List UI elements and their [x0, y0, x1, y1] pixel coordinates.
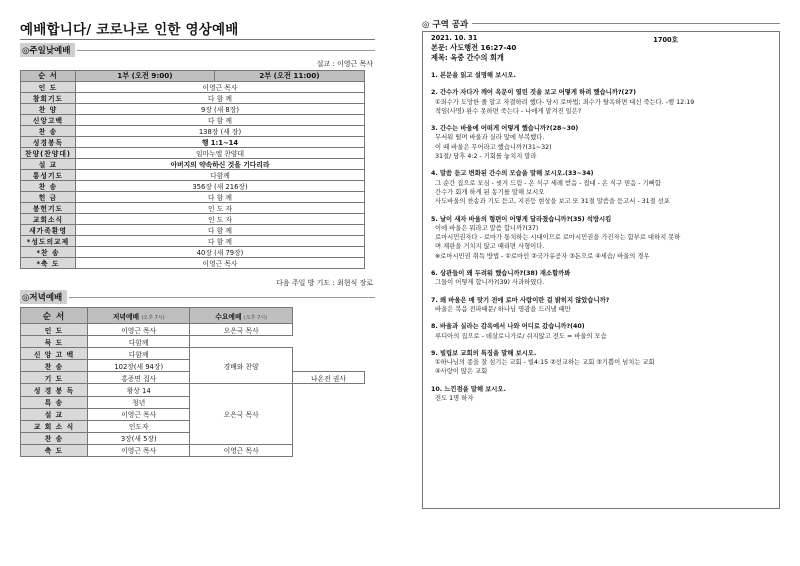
order-value: 9장 (새 8장) [76, 104, 365, 115]
answer-text: ④사랑이 많은 교회 [435, 368, 488, 376]
order-label: 찬 송 [21, 181, 76, 192]
order-value: 다 함 께 [76, 236, 365, 247]
order-value: 다 함 께 [76, 93, 365, 104]
table-row [21, 137, 365, 148]
header-order: 순 서 [21, 71, 76, 82]
order-value: 다함께 [76, 170, 365, 181]
table-row [21, 126, 365, 137]
question-item [431, 269, 773, 288]
evening-value: 인도자 [88, 420, 190, 432]
order-label: 신앙고백 [21, 115, 76, 126]
table-row [21, 214, 365, 225]
wednesday-value: 오은국 목사 [190, 324, 292, 336]
header-second-service: 2부 (오전 11:00) [214, 71, 364, 82]
order-label: 교 회 소 식 [21, 420, 88, 432]
lesson-date: 2021. 10. 31 [431, 34, 478, 42]
table-header-row [21, 71, 365, 82]
question-text: 7. 왜 바울은 매 맞기 전에 로마 사람이란 걸 밝히지 않았습니까? [431, 296, 610, 304]
answer-text: 이에 바울은 뭐라고 말씀 합니까?(37) [435, 224, 539, 232]
order-value: 다 함 께 [76, 192, 365, 203]
question-item [431, 322, 773, 341]
wednesday-value: 경배와 찬양 [190, 348, 292, 384]
order-label: 찬 양 [21, 104, 76, 115]
order-label: 신 앙 고 백 [21, 348, 88, 360]
table-row [21, 247, 365, 258]
order-label: 설 교 [21, 408, 88, 420]
question-text: 5. 날이 새자 바울의 형편이 어떻게 달라졌습니까?(35) 석방시킴 [431, 215, 612, 223]
divider [77, 50, 375, 51]
answer-text: 31절/ 담후 4:2 - 기회를 놓치지 말라 [435, 153, 537, 161]
order-label: 인 도 [21, 82, 76, 93]
order-value: 다 함 께 [76, 115, 365, 126]
table-row [21, 104, 365, 115]
order-value: 아버지의 약속하신 것을 기다리라 [76, 159, 365, 170]
date-row [431, 34, 773, 43]
header-evening-service [88, 308, 190, 324]
order-label: 교회소식 [21, 214, 76, 225]
morning-service-label: ◎주일낮예배 [20, 43, 75, 57]
question-text: 4. 말씀 듣고 변화된 간수의 모습을 말해 보시오.(33~34) [431, 170, 594, 178]
evening-value: 홍증면 집사 [88, 372, 190, 384]
answer-text: 간수가 회개 하게 된 동기를 말해 보시오 [435, 188, 545, 196]
wednesday-title: 수요예배 [215, 312, 242, 321]
order-label: 인 도 [21, 324, 88, 336]
order-label: 봉헌기도 [21, 203, 76, 214]
order-label: *성도의교제 [21, 236, 76, 247]
header-wednesday-service [190, 308, 292, 324]
table-row [21, 192, 365, 203]
order-label: 참회기도 [21, 93, 76, 104]
table-row [21, 336, 365, 348]
question-item [431, 296, 773, 315]
wednesday-value: 나온전 권사 [292, 372, 364, 384]
evening-service-label: ◎저녁예배 [20, 290, 67, 304]
order-label: 축 도 [21, 444, 88, 456]
answer-text: 사도바울의 찬송과 기도 듣고, 지진등 현상을 보고 또 31절 말씀을 듣고서 - 31절 선포 [435, 198, 670, 206]
evening-time: (오후 7시) [141, 314, 165, 321]
wednesday-time: (오후 7시) [243, 314, 268, 321]
divider [69, 297, 375, 298]
evening-service-header [20, 291, 375, 303]
evening-value: 이영근 목사 [88, 324, 190, 336]
evening-value: 청년 [88, 396, 190, 408]
order-label: 성 경 봉 독 [21, 384, 88, 396]
header-first-service: 1부 (오전 9:00) [76, 71, 215, 82]
order-label: *축 도 [21, 258, 76, 269]
order-value: 138장 (새 장) [76, 126, 365, 137]
answer-text: ①하나님의 종을 잘 섬기는 교회 - 빌4:15 ②선교하는 교회 ③기쁨이 넘치는 교회 [435, 359, 655, 367]
answer-text: 며 재판을 거치지 않고 때리면 사형이다. [435, 243, 545, 251]
order-label: 특 송 [21, 396, 88, 408]
preacher-line: 설교 : 이영근 목사 [316, 60, 373, 68]
table-header-row [21, 308, 365, 324]
question-item [431, 88, 773, 116]
evening-value: 다함께 [88, 348, 190, 360]
order-label: 새가족환영 [21, 225, 76, 236]
answer-text: 그들이 어떻게 합니까?(39) 사과하였다. [435, 279, 545, 287]
order-label: 헌 금 [21, 192, 76, 203]
table-row [21, 148, 365, 159]
answer-text: 바울은 복음 전파때문/ 하나님 영광을 드러낼 때만 [435, 305, 571, 313]
order-value: 인 도 자 [76, 203, 365, 214]
order-value: 임마누엘 찬양대 [76, 148, 365, 159]
question-item [431, 385, 773, 404]
evening-value: 이영근 목사 [88, 408, 190, 420]
table-row [21, 115, 365, 126]
question-item [431, 349, 773, 377]
table-row [21, 258, 365, 269]
evening-title: 저녁예배 [112, 312, 140, 321]
evening-value: 다함께 [88, 336, 190, 348]
morning-service-header [20, 44, 375, 56]
issue-number: 1700호 [653, 36, 678, 44]
divider [472, 23, 780, 24]
order-value: 이영근 목사 [76, 82, 365, 93]
question-item [431, 124, 773, 161]
evening-value: 102장(새 94장) [88, 360, 190, 372]
table-row [21, 203, 365, 214]
answer-text: 전도 1명 하자 [435, 395, 474, 403]
right-column [422, 18, 780, 509]
order-label: 찬 송 [21, 126, 76, 137]
table-row [21, 444, 365, 456]
table-row [21, 384, 365, 396]
lesson-box [422, 31, 780, 509]
question-text: 8. 바울과 실라는 감옥에서 나와 어디로 갔습니까?(40) [431, 323, 585, 331]
question-text: 1. 본문을 읽고 설명해 보시오. [431, 72, 516, 79]
evening-order-table [20, 307, 365, 457]
order-value: 행 1:1~14 [76, 137, 365, 148]
next-week-prayer: 다음 주일 방 기도 : 최현식 장로 [276, 279, 373, 287]
answer-text: ※로마시민권 취득 방법 - ①로마인 ②국가유공자 ③돈으로 ④세습/ 바울의 경우 [435, 252, 650, 260]
cell-lesson-header [422, 18, 780, 29]
wednesday-value: 오은국 목사 [190, 384, 292, 444]
answer-text: 무서워 떨며 바울과 실라 앞에 부복했다. [435, 134, 545, 142]
table-row [21, 348, 365, 360]
order-value: 40장 (새 79장) [76, 247, 365, 258]
answer-text: 그 순간 집으로 모심 - 씻겨 드림 - 온 식구 세례 받음 - 접대 - 온 식구 믿음 - 기뻐함 [435, 179, 661, 187]
answer-text: 루디아의 집으로 - 데살로니가로/ 쉬지않고 전도 = 바울의 모습 [435, 332, 607, 340]
evening-value: 이영근 목사 [88, 444, 190, 456]
table-row [21, 159, 365, 170]
question-text: 10. 느낀점을 말해 보시오. [431, 385, 506, 393]
scripture-reference: 본문: 사도행전 16:27-40 [431, 43, 517, 52]
order-value: 356장 (새 216장) [76, 181, 365, 192]
evening-value: 3장(새 5장) [88, 432, 190, 444]
answer-text: 로마시민권자다 - 로마가 통치하는 시대이므로 로마시민권을 가진자는 함부로 대하지 못하 [435, 234, 681, 242]
order-label: 찬양(찬양대) [21, 148, 76, 159]
page-title: 예배합니다/ 코로나로 인한 영상예배 [20, 18, 375, 40]
table-row [21, 181, 365, 192]
table-row [21, 225, 365, 236]
order-label: 기 도 [21, 372, 88, 384]
question-item [431, 215, 773, 261]
question-list [431, 71, 773, 403]
answer-text: ①죄수가 도망한 줄 알고 자결하려 했다- 당시 로마법; 죄수가 탈옥하면 대신 죽는다. -행 12:19 [435, 98, 695, 106]
wednesday-value: 이영근 목사 [190, 444, 292, 456]
answer-text: 적임(사명) 완수 못하면 죽는다 - 나에게 맡겨진 일은? [435, 107, 582, 115]
morning-rows [21, 82, 365, 269]
order-label: *찬 송 [21, 247, 76, 258]
table-row [21, 324, 365, 336]
order-label: 찬 송 [21, 432, 88, 444]
question-text: 3. 간수는 바울에 어떠게 어떻게 했습니까?(28~30) [431, 125, 579, 133]
table-row [21, 170, 365, 181]
evening-rows [21, 324, 365, 457]
cell-lesson-label: ◎ 구역 공과 [422, 19, 469, 30]
question-item [431, 71, 773, 80]
order-value: 다 함 께 [76, 225, 365, 236]
order-label: 통성기도 [21, 170, 76, 181]
question-text: 9. 빌립보 교회의 특징을 말해 보시오. [431, 349, 537, 357]
header-order: 순 서 [21, 308, 88, 324]
lesson-subject: 제목: 옥중 간수의 회개 [431, 53, 504, 62]
order-label: 찬 송 [21, 360, 88, 372]
answer-text: 이 때 바울은 무어라고 했습니까?(31~32) [435, 143, 552, 151]
order-value: 이영근 목사 [76, 258, 365, 269]
morning-order-table [20, 70, 365, 269]
order-value: 인 도 자 [76, 214, 365, 225]
order-label: 묵 도 [21, 336, 88, 348]
question-text: 2. 간수가 자다가 깨어 옥문이 열린 것을 보고 어떻게 하려 했습니까?(27) [431, 89, 637, 97]
question-item [431, 169, 773, 206]
table-row [21, 82, 365, 93]
table-row [21, 236, 365, 247]
evening-value: 왕상 14 [88, 384, 190, 396]
order-label: 성경봉독 [21, 137, 76, 148]
left-column [20, 18, 375, 457]
table-row [21, 93, 365, 104]
order-label: 설 교 [21, 159, 76, 170]
question-text: 6. 상관들이 왜 두려워 했습니까?(38) 재소할까봐 [431, 270, 571, 278]
